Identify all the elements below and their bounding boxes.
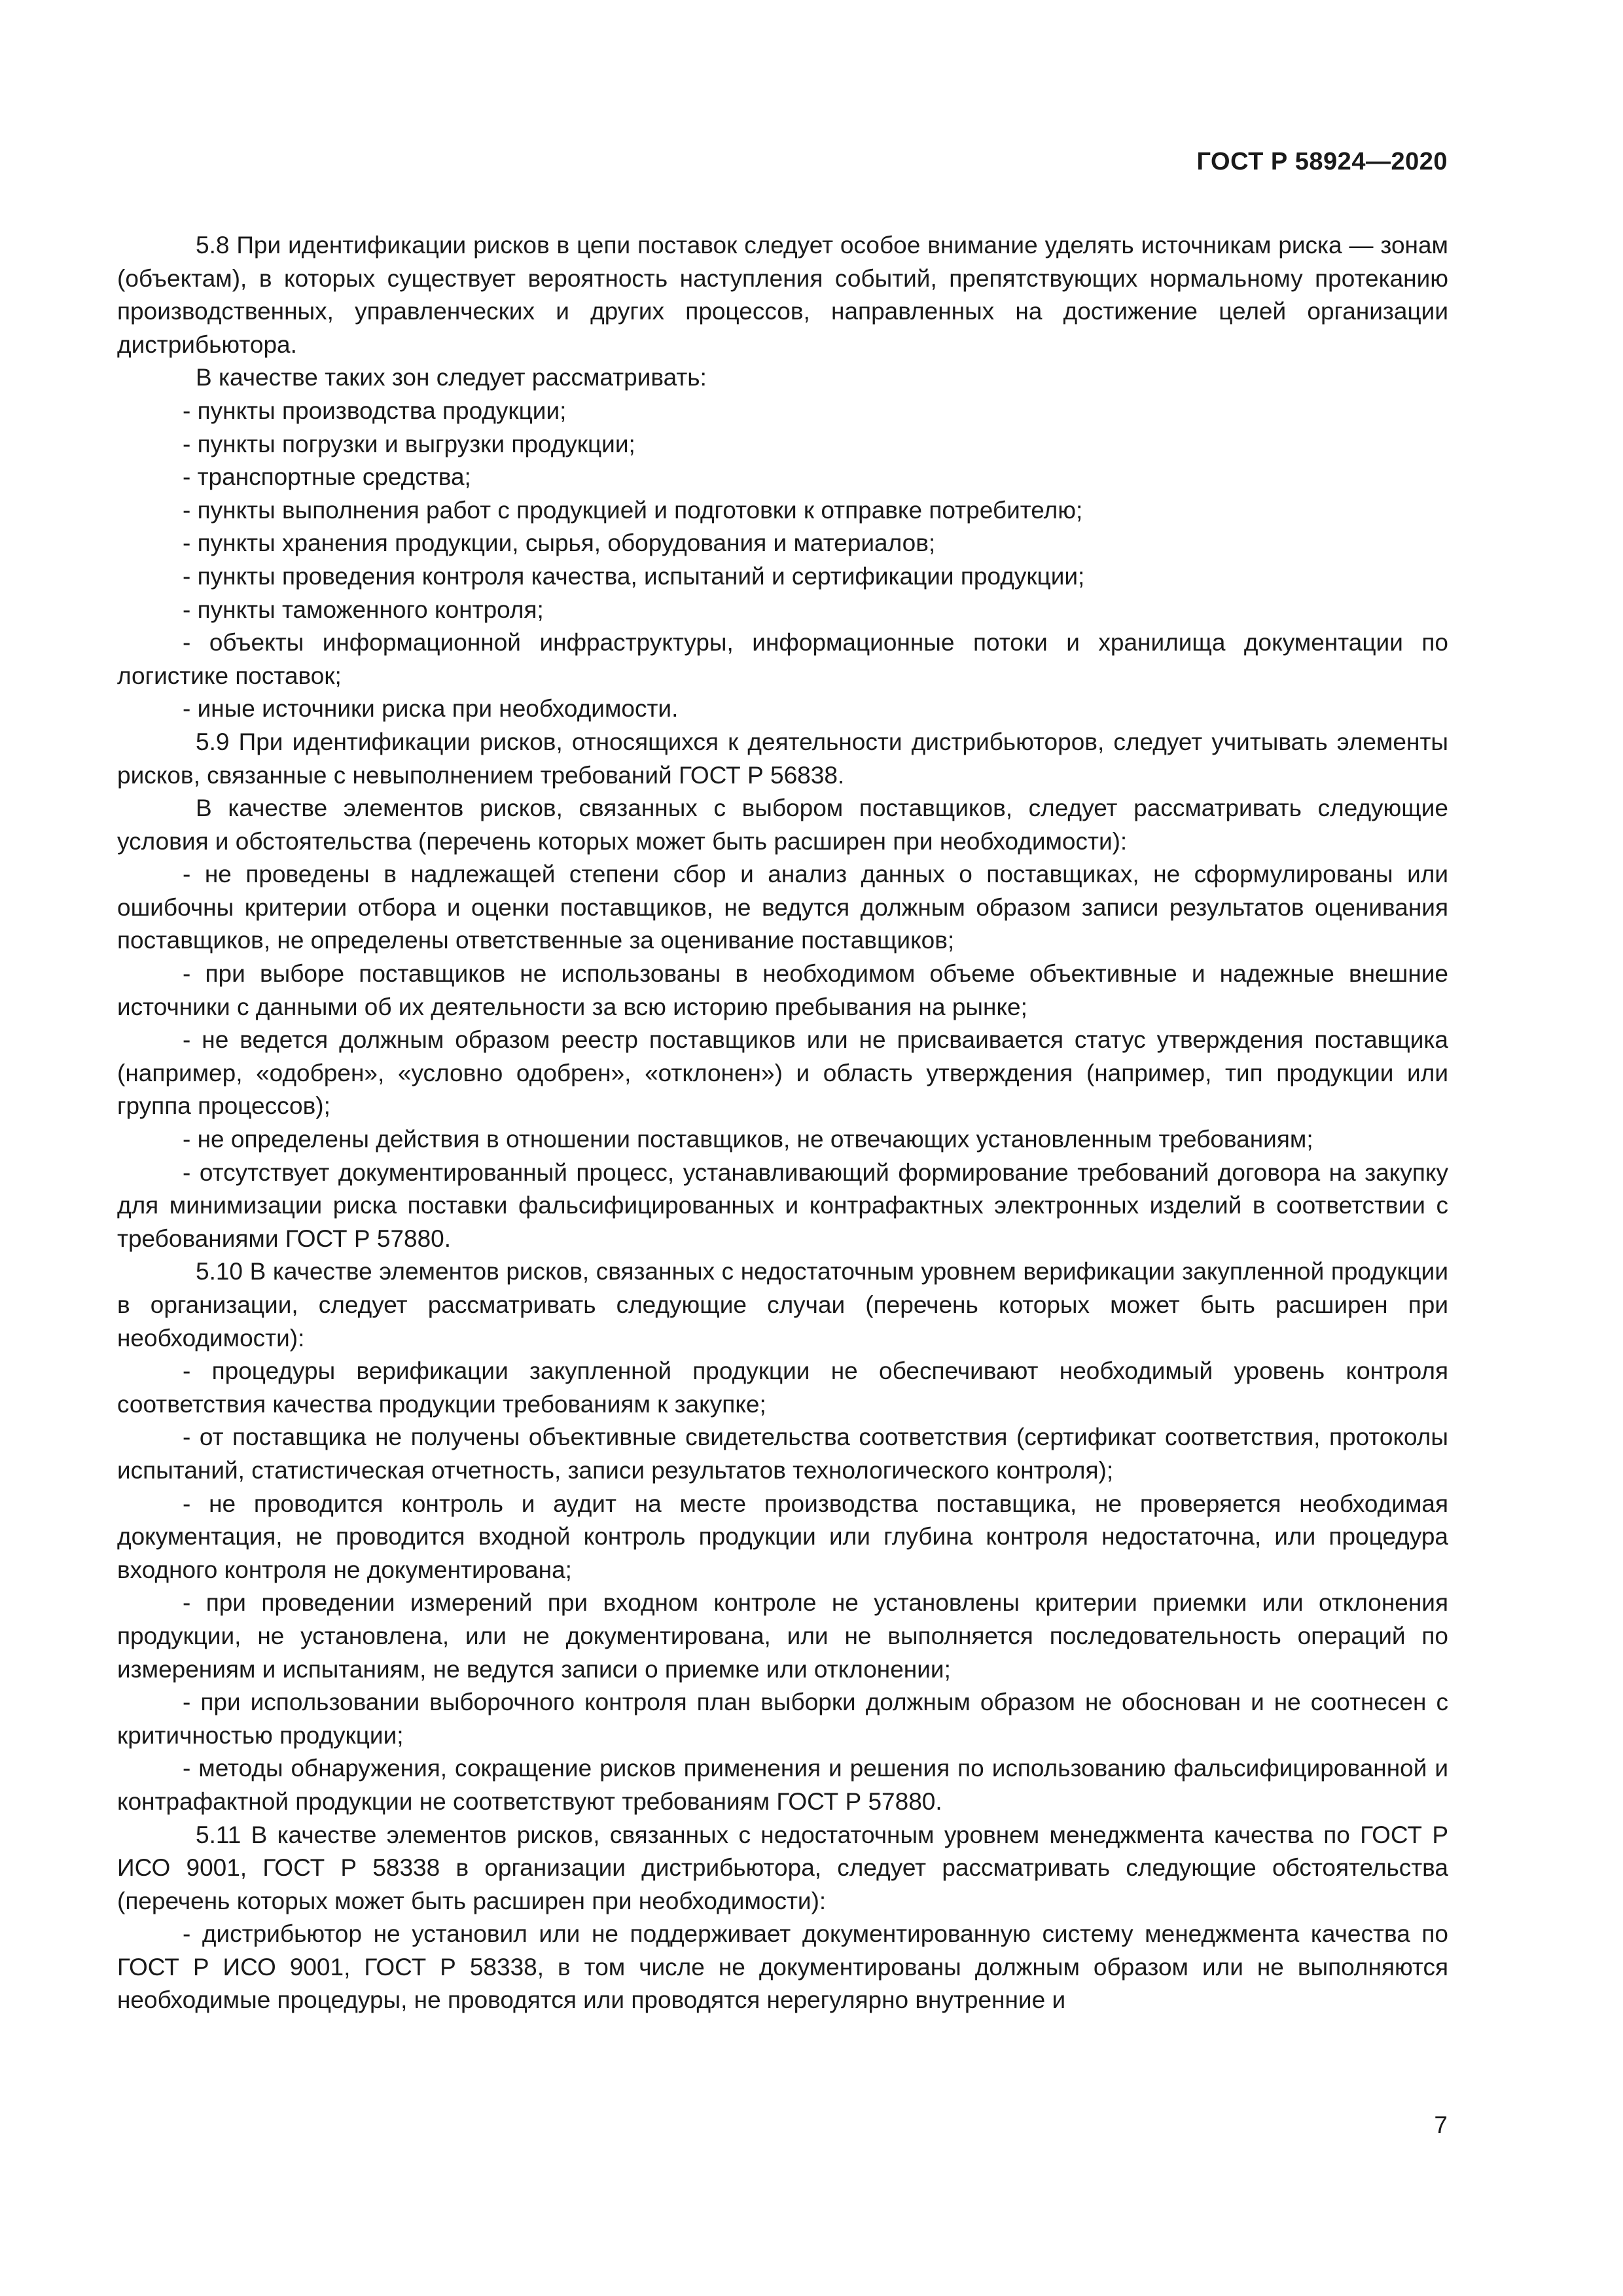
list-item: - транспортные средства; bbox=[183, 463, 471, 491]
list-item: - не определены действия в отношении поставщиков, не отвечающих установленным требованиям; bbox=[183, 1126, 1313, 1153]
list-item: - при использовании выборочного контроля план выборки должным образом не обоснован и не соотнесен с критичностью продукции; bbox=[117, 1689, 1448, 1749]
paragraph: В качестве таких зон следует рассматривать: bbox=[196, 364, 707, 391]
list-item: - не проводится контроль и аудит на месте производства поставщика, не проверяется необходимая документация, не проводится входной контроль продукции или глубина контроля недостаточна, или процедура входного контроля не документирована; bbox=[117, 1490, 1448, 1583]
document-body bbox=[117, 229, 1448, 2017]
list-item: - отсутствует документированный процесс, устанавливающий формирование требований договора на закупку для минимизации риска поставки фальсифицированных и контрафактных электронных изделий в соответствии с требованиями ГОСТ Р 57880. bbox=[117, 1158, 1448, 1252]
paragraph: В качестве элементов рисков, связанных с выбором поставщиков, следует рассматривать следующие условия и обстоятельства (перечень которых может быть расширен при необходимости): bbox=[117, 795, 1448, 855]
list-item: - не ведется должным образом реестр поставщиков или не присваивается статус утверждения поставщика (например, «одобрен», «условно одобрен», «отклонен») и область утверждения (например, тип продукции или группа процессов); bbox=[117, 1026, 1448, 1120]
list-item: - пункты производства продукции; bbox=[183, 397, 567, 424]
list-item: - при проведении измерений при входном контроле не установлены критерии приемки или отклонения продукции, не установлена, или не документирована, или не выполняется последовательность операций по измерениям и испытаниям, не ведутся записи о приемке или отклонении; bbox=[117, 1589, 1448, 1683]
list-item: - дистрибьютор не установил или не поддерживает документированную систему менеджмента качества по ГОСТ Р ИСО 9001, ГОСТ Р 58338, в том числе не документированы должным образом или не выполняются необходимые процедуры, не проводятся или проводятся нерегулярно внутренние и bbox=[117, 1920, 1448, 2014]
paragraph: 5.9 При идентификации рисков, относящихся к деятельности дистрибьюторов, следует учитывать элементы рисков, связанные с невыполнением требований ГОСТ Р 56838. bbox=[117, 728, 1448, 789]
list-item: - не проведены в надлежащей степени сбор и анализ данных о поставщиках, не сформулированы или ошибочны критерии отбора и оценки поставщиков, не ведутся должным образом записи результатов оценивания поставщиков, не определены ответственные за оценивание поставщиков; bbox=[117, 861, 1448, 954]
paragraph: 5.11 В качестве элементов рисков, связанных с недостаточным уровнем менеджмента качества по ГОСТ Р ИСО 9001, ГОСТ Р 58338 в организации дистрибьютора, следует рассматривать следующие обстоятельства (перечень которых может быть расширен при необходимости): bbox=[117, 1821, 1448, 1914]
page-number: 7 bbox=[1434, 2111, 1448, 2138]
standard-code-header: ГОСТ Р 58924—2020 bbox=[1196, 148, 1448, 175]
list-item: - пункты проведения контроля качества, испытаний и сертификации продукции; bbox=[183, 562, 1085, 590]
list-item: - пункты таможенного контроля; bbox=[183, 596, 544, 623]
list-item: - пункты хранения продукции, сырья, оборудования и материалов; bbox=[183, 529, 936, 557]
list-item: - при выборе поставщиков не использованы в необходимом объеме объективные и надежные внешние источники с данными об их деятельности за всю историю пребывания на рынке; bbox=[117, 960, 1448, 1020]
list-item: - иные источники риска при необходимости. bbox=[183, 695, 679, 723]
list-item: - объекты информационной инфраструктуры, информационные потоки и хранилища документации по логистике поставок; bbox=[117, 629, 1448, 689]
list-item: - от поставщика не получены объективные свидетельства соответствия (сертификат соответствия, протоколы испытаний, статистическая отчетность, записи результатов технологического контроля); bbox=[117, 1424, 1448, 1484]
list-item: - пункты погрузки и выгрузки продукции; bbox=[183, 430, 635, 457]
paragraph: 5.10 В качестве элементов рисков, связанных с недостаточным уровнем верификации закупленной продукции в организации, следует рассматривать следующие случаи (перечень которых может быть расширен при необходимости): bbox=[117, 1258, 1448, 1352]
list-item: - методы обнаружения, сокращение рисков применения и решения по использованию фальсифицированной и контрафактной продукции не соответствуют требованиям ГОСТ Р 57880. bbox=[117, 1755, 1448, 1815]
paragraph: 5.8 При идентификации рисков в цепи поставок следует особое внимание уделять источникам риска — зонам (объектам), в которых существует вероятность наступления событий, препятствующих нормальному протеканию производственных, управленческих и других процессов, направленных на достижение целей организации дистрибьютора. bbox=[117, 232, 1448, 358]
list-item: - процедуры верификации закупленной продукции не обеспечивают необходимый уровень контроля соответствия качества продукции требованиям к закупке; bbox=[117, 1357, 1448, 1418]
list-item: - пункты выполнения работ с продукцией и подготовки к отправке потребителю; bbox=[183, 496, 1083, 524]
